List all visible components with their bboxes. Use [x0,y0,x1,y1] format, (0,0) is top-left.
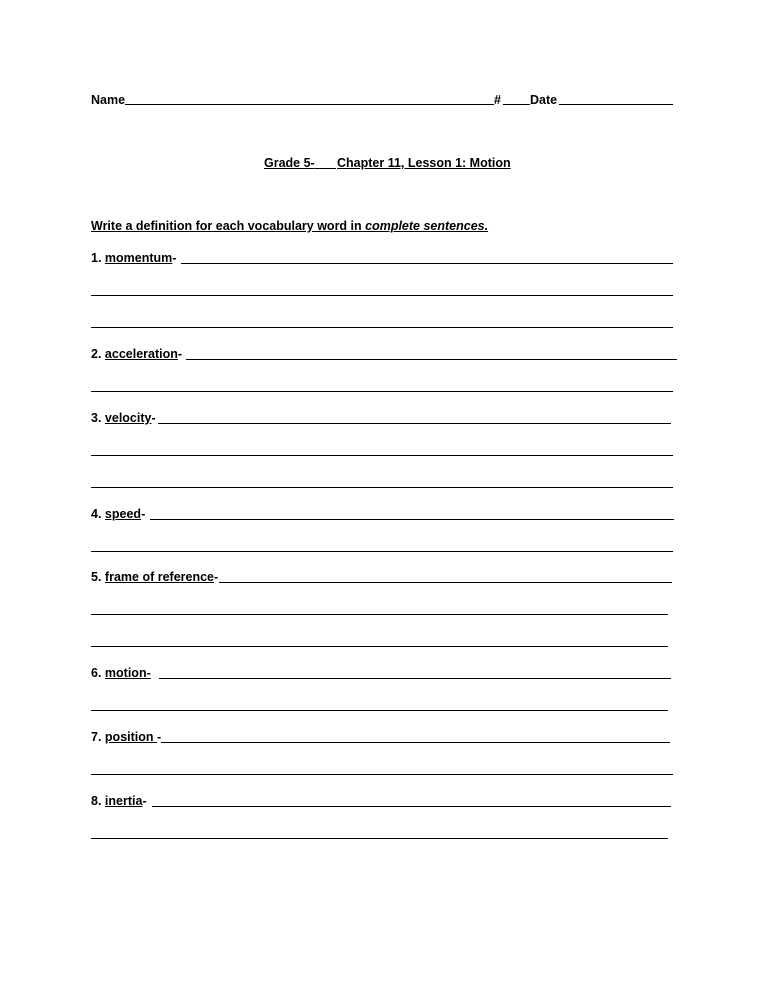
vocab-number: 6. [91,666,102,680]
vocab-number: 5. [91,570,102,584]
vocab-word: acceleration [104,347,178,361]
vocab-word: motion- [104,666,151,680]
chapter-title: Chapter 11, Lesson 1: Motion [337,156,511,170]
vocab-item-8 [91,794,147,808]
date-label: Date [530,93,558,107]
answer-line[interactable] [91,551,673,552]
vocab-word: frame of reference [104,570,214,584]
answer-line[interactable] [186,359,677,360]
vocab-suffix: - [177,347,183,361]
answer-line[interactable] [91,646,668,647]
title-underline-gap [315,168,336,169]
grade-title: Grade 5- [264,156,315,170]
vocab-item-4 [91,507,145,521]
vocab-item-7 [91,730,161,744]
vocab-suffix: - [141,507,146,521]
vocab-word: speed [104,507,142,521]
name-field[interactable] [125,104,494,105]
answer-line[interactable] [91,614,668,615]
instructions-emphasis: complete sentences. [365,219,489,233]
vocab-number: 1. [91,251,102,265]
vocab-suffix: - [172,251,177,265]
answer-line[interactable] [91,774,673,775]
vocab-suffix: - [151,411,156,425]
vocab-suffix: - [142,794,147,808]
vocab-number: 8. [91,794,102,808]
vocab-number: 7. [91,730,102,744]
answer-line[interactable] [91,487,673,488]
answer-line[interactable] [219,582,672,583]
date-field[interactable] [559,104,673,105]
answer-line[interactable] [91,327,673,328]
vocab-item-1 [91,251,176,265]
vocab-item-6 [91,666,151,680]
answer-line[interactable] [91,391,673,392]
answer-line[interactable] [150,519,674,520]
vocab-number: 3. [91,411,102,425]
vocab-word: momentum [104,251,173,265]
name-label: Name [91,93,126,107]
vocab-item-2 [91,347,182,361]
vocab-item-3 [91,411,156,425]
number-field[interactable] [503,104,530,105]
answer-line[interactable] [91,710,668,711]
vocab-word: inertia [104,794,143,808]
number-label: # [494,93,501,107]
answer-line[interactable] [152,806,671,807]
vocab-number: 2. [91,347,102,361]
vocab-suffix: - [214,570,219,584]
instructions [91,219,488,233]
vocab-word: velocity [104,411,152,425]
vocab-word: position [104,730,157,744]
answer-line[interactable] [181,263,673,264]
answer-line[interactable] [158,423,671,424]
answer-line[interactable] [91,295,673,296]
vocab-item-5 [91,570,218,584]
vocab-suffix: - [157,730,162,744]
answer-line[interactable] [159,678,671,679]
answer-line[interactable] [161,742,670,743]
vocab-number: 4. [91,507,102,521]
answer-line[interactable] [91,455,673,456]
instructions-text: Write a definition for each vocabulary word in [91,219,366,233]
answer-line[interactable] [91,838,668,839]
